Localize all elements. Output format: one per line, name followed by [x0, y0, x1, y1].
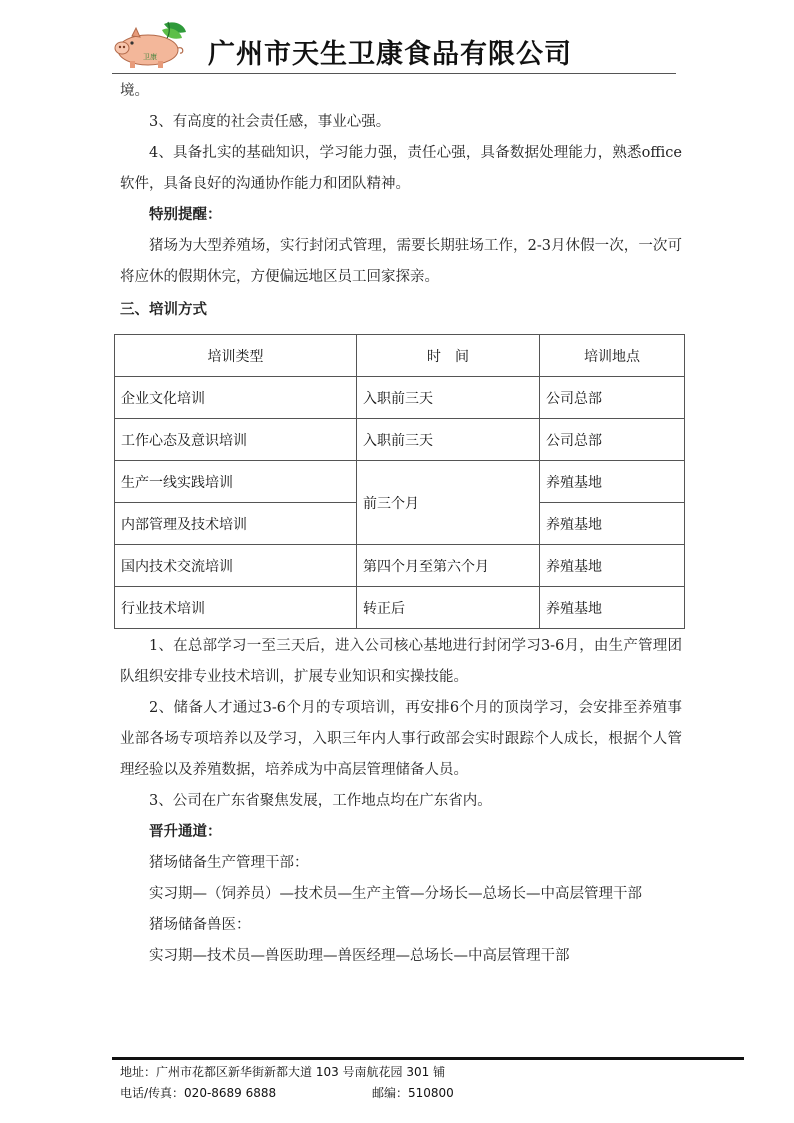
training-note-1: 1、在总部学习一至三天后，进入公司核心基地进行封闭学习3-6月，由生产管理团队组织安排专业技术培训，扩展专业知识和实操技能。 — [120, 638, 682, 685]
cell-time: 第四个月至第六个月 — [357, 545, 540, 587]
cell-time: 入职前三天 — [357, 419, 540, 461]
page-header — [112, 18, 676, 74]
footer-address: 地址：广州市花都区新华街新都大道 103 号南航花园 301 铺 — [120, 1065, 446, 1079]
cell-type: 生产一线实践培训 — [115, 461, 357, 503]
logo-text: 卫康 — [143, 53, 157, 61]
footer-divider — [112, 1057, 744, 1060]
training-table — [114, 334, 685, 629]
cell-time: 转正后 — [357, 587, 540, 629]
section-title — [120, 293, 682, 326]
promotion-title-text: 晋升通道： — [149, 824, 222, 840]
table-row — [115, 587, 685, 629]
cell-time: 入职前三天 — [357, 377, 540, 419]
special-notice-text: 猪场为大型养殖场，实行封闭式管理，需要长期驻场工作，2-3月休假一次，一次可将应休的假期休完，方便偏远地区员工回家探亲。 — [120, 238, 682, 285]
cell-place: 养殖基地 — [540, 461, 685, 503]
requirement-4: 4、具备扎实的基础知识，学习能力强，责任心强，具备数据处理能力，熟悉office软件，具备良好的沟通协作能力和团队精神。 — [120, 145, 682, 192]
table-row — [115, 545, 685, 587]
pig-with-leaves-logo-icon — [112, 20, 188, 70]
promotion-title — [120, 817, 682, 848]
footer-phone: 电话/传真：020-8689 6888 — [120, 1086, 277, 1100]
footer-zip: 邮编：510800 — [372, 1086, 454, 1100]
cell-place: 养殖基地 — [540, 545, 685, 587]
vet-label: 猪场储备兽医： — [149, 917, 251, 933]
header-training-type: 培训类型 — [115, 335, 357, 377]
special-notice-title-text: 特别提醒： — [149, 207, 222, 223]
header-divider — [112, 73, 676, 74]
cell-place: 公司总部 — [540, 419, 685, 461]
table-row — [115, 419, 685, 461]
table-row — [115, 461, 685, 503]
cell-type: 行业技术培训 — [115, 587, 357, 629]
page-footer — [120, 1062, 720, 1104]
production-path: 实习期—（饲养员）—技术员—生产主管—分场长—总场长—中高层管理干部 — [149, 886, 642, 902]
vet-path: 实习期—技术员—兽医助理—兽医经理—总场长—中高层管理干部 — [149, 948, 570, 964]
header-time: 时 间 — [357, 335, 540, 377]
cell-place: 养殖基地 — [540, 503, 685, 545]
production-label: 猪场储备生产管理干部： — [149, 855, 309, 871]
cell-type: 内部管理及技术培训 — [115, 503, 357, 545]
cell-place: 公司总部 — [540, 377, 685, 419]
paragraph-continuation: 境。 — [120, 83, 149, 99]
company-name: 广州市天生卫康食品有限公司 — [208, 39, 572, 70]
cell-type: 国内技术交流培训 — [115, 545, 357, 587]
cell-type: 企业文化培训 — [115, 377, 357, 419]
page-content — [120, 76, 682, 972]
requirement-3: 3、有高度的社会责任感，事业心强。 — [149, 114, 391, 130]
training-note-3: 3、公司在广东省聚焦发展，工作地点均在广东省内。 — [149, 793, 492, 809]
training-note-2: 2、储备人才通过3-6个月的专项培训，再安排6个月的顶岗学习，会安排至养殖事业部各场专项培养以及学习，入职三年内人事行政部会实时跟踪个人成长，根据个人管理经验以及养殖数据，培养成为中高层管理储备人员。 — [120, 700, 682, 778]
cell-time-merged: 前三个月 — [357, 461, 540, 545]
table-header-row — [115, 335, 685, 377]
table-row — [115, 377, 685, 419]
cell-type: 工作心态及意识培训 — [115, 419, 357, 461]
special-notice-title — [120, 200, 682, 231]
footer-contact-row — [120, 1083, 720, 1104]
header-location: 培训地点 — [540, 335, 685, 377]
cell-place: 养殖基地 — [540, 587, 685, 629]
section-title-text: 三、培训方式 — [120, 302, 207, 318]
